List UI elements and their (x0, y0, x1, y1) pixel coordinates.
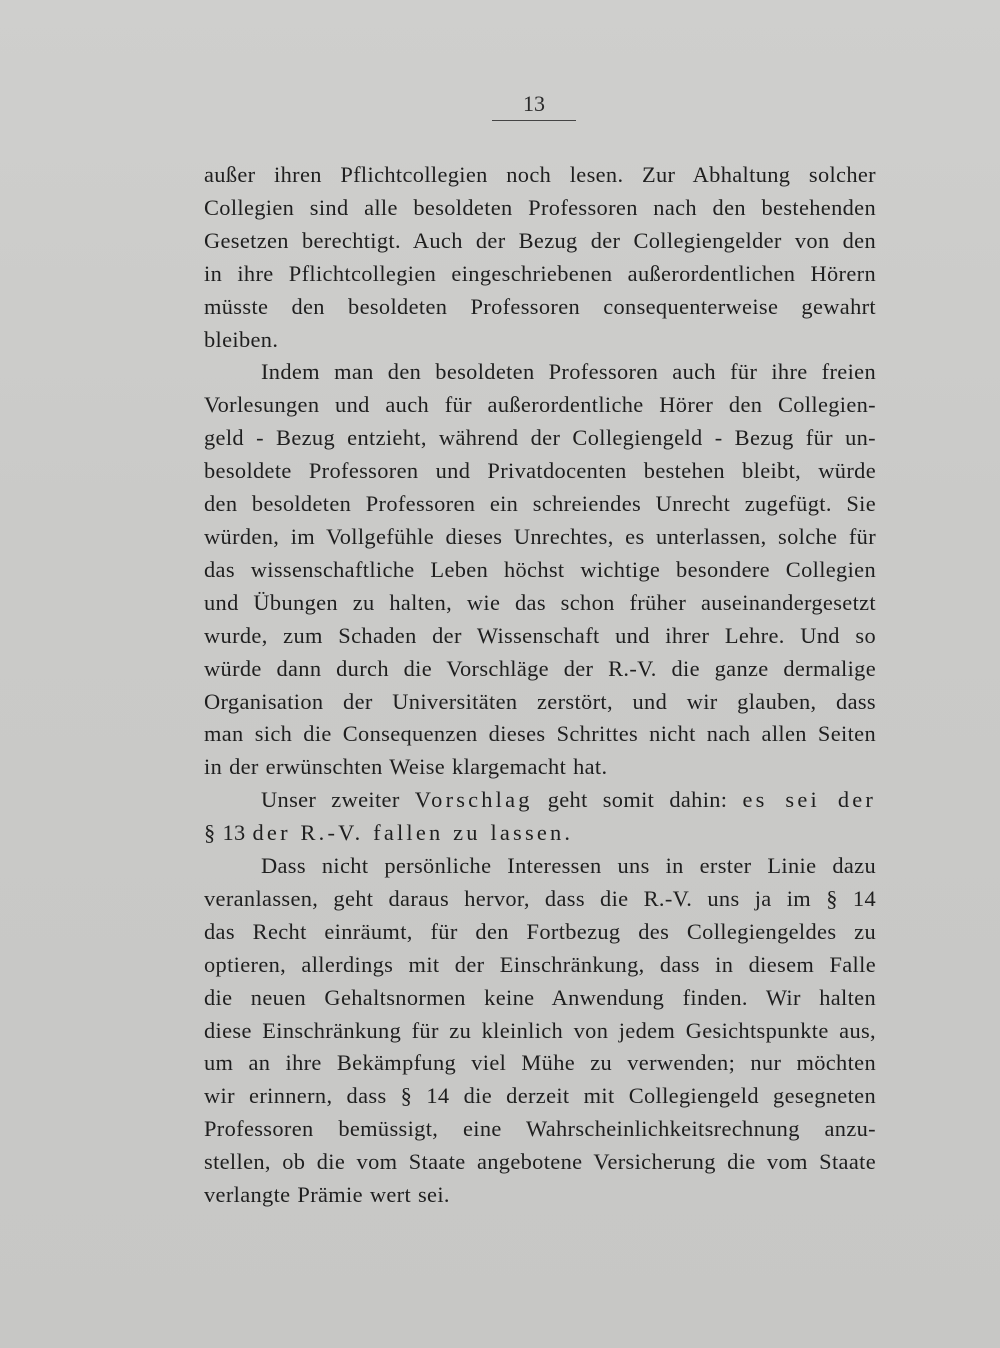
text-line: Vorlesungen und auch für außerordentliche Hörer den Collegien- (204, 392, 876, 418)
text-line: Professoren bemüssigt, eine Wahrscheinlichkeitsrechnung anzu- (204, 1116, 876, 1142)
body-text (204, 159, 876, 1212)
text-line: verlangte Prämie wert sei. (204, 1182, 450, 1208)
text-line: stellen, ob die vom Staate angebotene Versicherung die vom Staate (204, 1149, 876, 1175)
text-line: Collegien sind alle besoldeten Professoren nach den bestehenden (204, 194, 876, 220)
text-line: und Übungen zu halten, wie das schon früher auseinandergesetzt (204, 589, 876, 615)
text-line: den besoldeten Professoren ein schreiendes Unrecht zugefügt. Sie (204, 491, 876, 517)
text-line: wir erinnern, dass § 14 die derzeit mit Collegiengeld gesegneten (204, 1083, 876, 1109)
paragraph-4 (204, 850, 876, 1212)
text-line: würden, im Vollgefühle dieses Unrechtes, es unterlassen, solche für (204, 523, 876, 549)
text-line: das wissenschaftliche Leben höchst wichtige besondere Collegien (204, 556, 876, 582)
emphasis-segment: es sei der (742, 787, 877, 813)
header-rule (492, 120, 576, 121)
text-line: die neuen Gehaltsnormen keine Anwendung finden. Wir halten (204, 984, 876, 1010)
text-line: das Recht einräumt, für den Fortbezug des Collegiengeldes zu (204, 918, 876, 944)
text-line: veranlassen, geht daraus hervor, dass die R.-V. uns ja im § 14 (204, 885, 876, 911)
text-line: Organisation der Universitäten zerstört, und wir glauben, dass (204, 688, 876, 714)
text-line: Indem man den besoldeten Professoren auch für ihre freien (261, 359, 876, 385)
text-line: Gesetzen berechtigt. Auch der Bezug der Collegiengelder von den (204, 227, 876, 253)
text-line: man sich die Consequenzen dieses Schrittes nicht nach allen Seiten (204, 721, 876, 747)
text-line: außer ihren Pflichtcollegien noch lesen. Zur Abhaltung solcher (204, 162, 876, 187)
paragraph-3 (204, 784, 876, 850)
text-line: optieren, allerdings mit der Einschränkung, dass in diesem Falle (204, 951, 876, 977)
text-line: besoldete Professoren und Privatdocenten bestehen bleibt, würde (204, 458, 876, 484)
text-line: um an ihre Bekämpfung viel Mühe zu verwenden; nur möchten (204, 1050, 876, 1076)
text-line: müsste den besoldeten Professoren consequenterweise gewahrt (204, 293, 876, 319)
text-line: in der erwünschten Weise klargemacht hat. (204, 754, 608, 780)
text-line: wurde, zum Schaden der Wissenschaft und ihrer Lehre. Und so (204, 622, 876, 648)
text-line (204, 817, 876, 850)
text-line: Dass nicht persönliche Interessen uns in erster Linie dazu (261, 853, 876, 879)
text-line: in ihre Pflichtcollegien eingeschriebenen außerordentlichen Hörern (204, 260, 876, 286)
page-number: 13 (523, 91, 545, 116)
text-line: bleiben. (204, 326, 279, 352)
text-line: diese Einschränkung für zu kleinlich von jedem Gesichtspunkte aus, (204, 1017, 876, 1043)
paragraph-2 (204, 356, 876, 784)
paragraph-1 (204, 159, 876, 356)
text-line (204, 784, 876, 817)
text-line: geld - Bezug entzieht, während der Collegiengeld - Bezug für un- (204, 425, 876, 451)
text-segment: Unser zweiter (261, 787, 415, 813)
emphasis-segment: Vorschlag (414, 787, 533, 813)
emphasis-segment: der R.-V. fallen zu lassen. (252, 820, 574, 846)
text-segment: geht somit dahin: (532, 787, 743, 813)
text-line: würde dann durch die Vorschläge der R.-V. die ganze dermalige (204, 655, 876, 681)
page-header (492, 90, 576, 121)
text-segment: § 13 (204, 820, 253, 846)
